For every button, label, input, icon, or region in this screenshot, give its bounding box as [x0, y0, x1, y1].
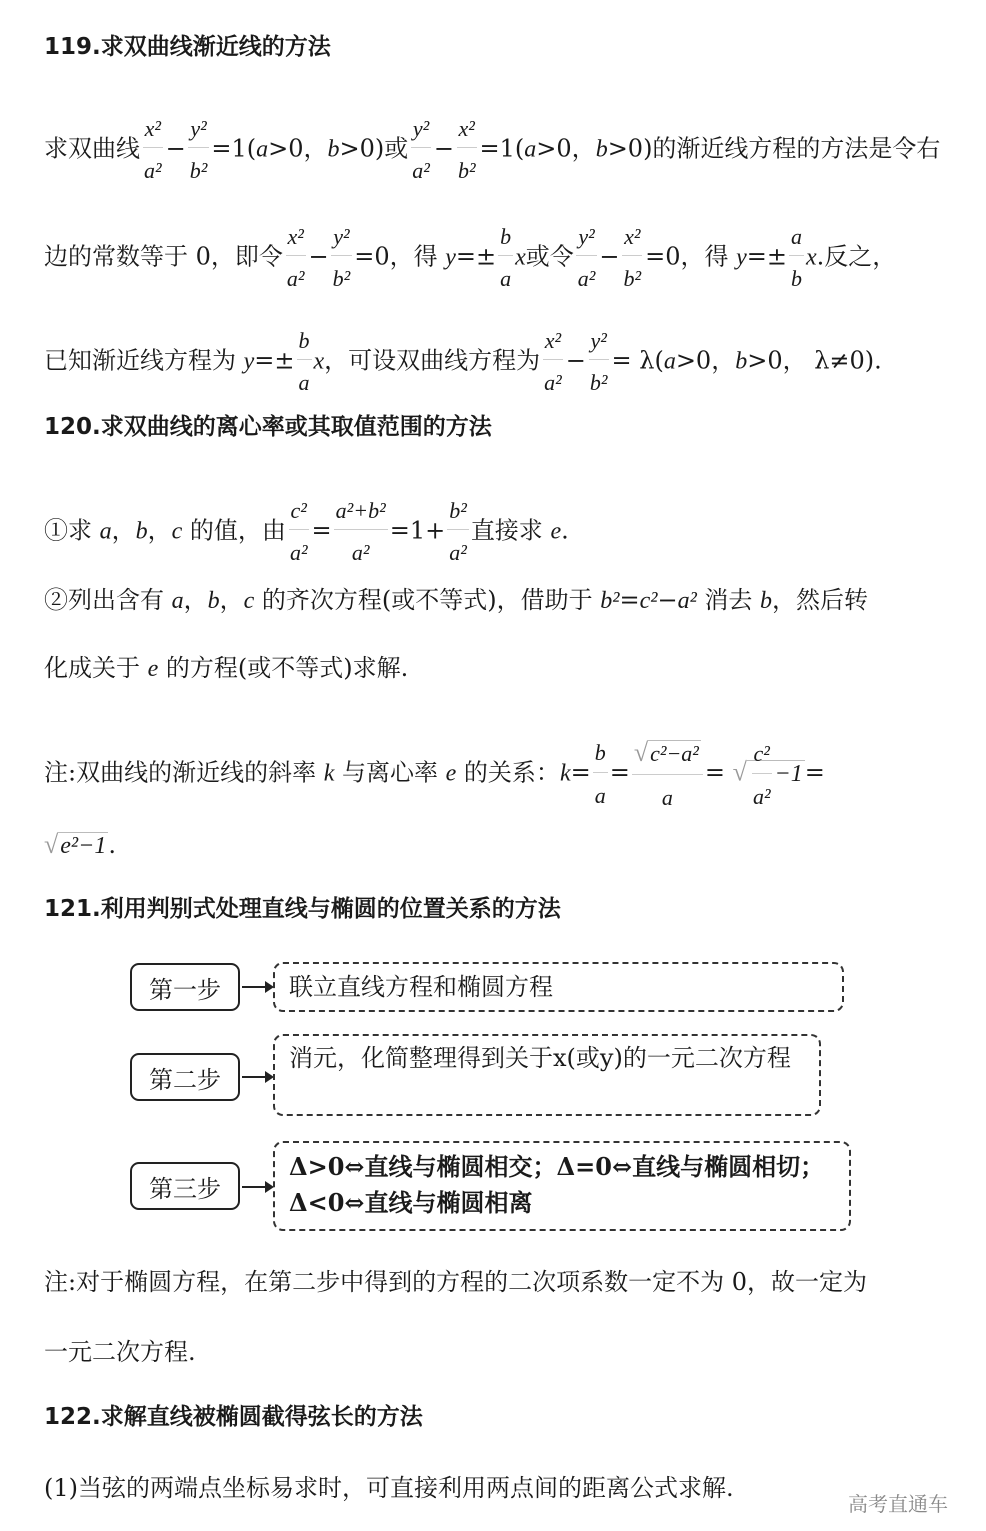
radical-sign-icon: √: [732, 757, 747, 787]
text-run: ，可设双曲线方程为: [324, 346, 541, 375]
fraction: [456, 116, 478, 184]
text-run: =1(: [479, 134, 525, 163]
text-run: ②列出含有: [44, 586, 172, 614]
text-run: a²: [286, 266, 305, 292]
arrow-right-icon: [242, 1186, 272, 1188]
fraction-numerator: [457, 116, 477, 148]
text-run: 化成关于: [44, 654, 148, 682]
watermark: 高考直通车: [848, 1492, 948, 1516]
text-run: >0，: [675, 346, 736, 375]
text-run: ，: [147, 516, 172, 545]
math-variable: b: [735, 348, 748, 375]
fraction-numerator: [498, 224, 513, 256]
fraction-denominator: [188, 148, 210, 183]
math-variable: a: [99, 518, 112, 545]
fraction-denominator: [456, 148, 478, 183]
section-title-121: 121.利用判别式处理直线与椭圆的位置关系的方法: [44, 896, 561, 922]
math-variable: a: [663, 348, 676, 375]
fraction-denominator: [297, 360, 312, 395]
fraction-numerator: [589, 328, 609, 360]
text-run: >0， λ≠0).: [747, 346, 882, 375]
text-run: −: [565, 346, 586, 375]
math-variable: e: [550, 518, 562, 545]
text-run: e²−1: [60, 833, 107, 859]
fraction: [542, 328, 564, 396]
math-variable: b: [327, 136, 340, 163]
fraction-denominator: [142, 148, 164, 183]
text-run: 直接求: [470, 516, 551, 545]
fraction: [285, 224, 307, 292]
fraction-denominator: [789, 256, 804, 291]
fraction-numerator: [447, 498, 469, 530]
text-run: −1: [774, 760, 803, 787]
text-run: ，然后转: [772, 586, 869, 614]
text-run: 的齐次方程(或不等式)，借助于: [254, 586, 601, 614]
text-run: 求双曲线: [44, 134, 140, 163]
fraction-denominator: [285, 256, 307, 291]
text-run: b: [791, 266, 802, 292]
text-run: =: [704, 758, 733, 787]
text-run: =±: [455, 242, 497, 271]
text-run: =±: [746, 242, 787, 271]
fraction: [593, 740, 608, 808]
text-run: =: [619, 586, 640, 614]
text-run: 一元二次方程.: [44, 1338, 196, 1366]
radicand: [747, 741, 805, 809]
text-run: a: [594, 782, 606, 808]
fraction: [498, 224, 513, 292]
text-run: =±: [254, 346, 295, 375]
text-run: b: [298, 328, 310, 353]
fraction-numerator: [297, 328, 312, 360]
text-run: 注:对于椭圆方程，在第二步中得到的方程的二次项系数一定不为 0，故一定为: [44, 1268, 867, 1296]
text-run: ，: [219, 586, 244, 614]
text-run: 的关系：: [456, 758, 560, 787]
text-run: a²: [577, 266, 596, 292]
fraction-denominator: [288, 530, 310, 565]
text-run: a: [661, 784, 673, 810]
paragraph-line: [44, 116, 940, 184]
text-run: =0，得: [645, 242, 737, 271]
fraction: [789, 224, 804, 292]
paragraph-line: [44, 1476, 734, 1500]
text-run: −: [657, 586, 678, 614]
fraction: [142, 116, 164, 184]
text-run: y²: [578, 224, 595, 249]
square-root: [44, 832, 108, 858]
fraction-numerator: [411, 116, 431, 148]
math-variable: k: [559, 760, 571, 787]
text-run: x²: [144, 116, 161, 141]
paragraph-line: [44, 328, 882, 396]
paragraph-line: [44, 656, 408, 681]
math-variable: b: [135, 518, 148, 545]
fraction-numerator: [143, 116, 163, 148]
paragraph-line: [44, 1340, 196, 1364]
paragraph-line: [44, 498, 569, 566]
text-run: >0，: [536, 134, 596, 163]
text-run: x²: [544, 328, 562, 353]
fraction-denominator: [498, 256, 513, 291]
text-run: a²: [449, 540, 467, 566]
text-run: a: [298, 370, 310, 396]
text-run: ，: [111, 516, 136, 545]
radicand: [648, 740, 701, 766]
text-run: 注:双曲线的渐近线的斜率: [44, 758, 324, 787]
fraction-denominator: [350, 530, 372, 565]
fraction: [334, 498, 388, 566]
text-run: c²−a²: [650, 741, 699, 766]
flow-step-content: 消元，化简整理得到关于x(或y)的一元二次方程: [273, 1034, 821, 1116]
math-variable: a²: [677, 588, 697, 614]
text-run: x²: [287, 224, 304, 249]
math-variable: e: [445, 760, 457, 787]
math-variable: a: [171, 588, 184, 614]
text-run: 已知渐近线方程为: [44, 346, 244, 375]
fraction-denominator: [622, 256, 644, 291]
fraction: [331, 224, 353, 292]
fraction-numerator: [331, 224, 351, 256]
text-run: −: [308, 242, 329, 271]
fraction-denominator: [751, 774, 773, 809]
arrow-right-icon: [242, 986, 272, 988]
text-run: =1+: [389, 516, 446, 545]
math-variable: x: [515, 244, 526, 271]
text-run: 边的常数等于 0，即令: [44, 242, 283, 271]
text-run: b²: [332, 266, 351, 292]
text-run: 的方程(或不等式)求解.: [158, 654, 409, 682]
fraction: [297, 328, 312, 396]
text-run: >0，: [268, 134, 328, 163]
math-variable: b: [760, 588, 773, 614]
text-run: y²: [590, 328, 607, 353]
text-run: a²: [144, 158, 162, 184]
fraction-numerator: [576, 224, 596, 256]
fraction: [410, 116, 432, 184]
fraction-numerator: [632, 738, 703, 775]
fraction: [588, 328, 610, 396]
fraction-denominator: [576, 256, 598, 291]
square-root: [634, 738, 701, 768]
text-run: b²: [189, 158, 208, 184]
text-run: a: [791, 224, 802, 249]
text-run: a: [500, 266, 512, 292]
fraction: [447, 498, 469, 566]
fraction-numerator: [334, 498, 388, 530]
text-run: x²: [458, 116, 475, 141]
text-run: 的值，由: [182, 516, 286, 545]
fraction-numerator: [593, 740, 608, 772]
text-run: 消去: [696, 586, 761, 614]
text-run: b²: [623, 266, 642, 292]
text-run: b: [594, 740, 606, 766]
math-variable: x: [313, 348, 325, 375]
flow-step-content: 联立直线方程和椭圆方程: [273, 962, 844, 1012]
text-run: −: [599, 242, 620, 271]
text-run: a²: [289, 540, 308, 566]
fraction-numerator: [789, 224, 804, 256]
paragraph-line: [44, 588, 868, 613]
text-run: >0)的渐近线方程的方法是令右: [607, 134, 941, 163]
text-run: =: [311, 516, 332, 545]
paragraph-line: [44, 832, 116, 858]
paragraph-line: [44, 738, 825, 810]
arrow-right-icon: [242, 1076, 272, 1078]
text-run: y²: [190, 116, 207, 141]
math-variable: a: [524, 136, 537, 163]
fraction-denominator: [660, 775, 675, 810]
math-variable: c: [243, 588, 255, 614]
fraction: [188, 116, 210, 184]
text-run: b²: [589, 370, 608, 396]
fraction-numerator: [289, 498, 309, 530]
text-run: 或令: [525, 242, 574, 271]
math-variable: y: [243, 348, 255, 375]
text-run: ①求: [44, 516, 100, 545]
text-run: y²: [412, 116, 430, 141]
text-run: a²: [351, 540, 370, 566]
fraction-numerator: [286, 224, 306, 256]
text-run: =1(: [211, 134, 257, 163]
text-run: b²: [449, 498, 467, 523]
fraction-numerator: [188, 116, 208, 148]
text-run: a²+b²: [335, 498, 386, 523]
text-run: a²: [752, 783, 771, 809]
math-variable: b²: [600, 588, 620, 614]
text-run: x²: [624, 224, 641, 249]
math-variable: b: [207, 588, 220, 614]
text-run: =: [609, 758, 630, 787]
text-run: c²: [290, 498, 307, 523]
text-run: =: [804, 758, 825, 787]
text-run: a²: [544, 370, 562, 396]
text-run: =: [570, 758, 591, 787]
fraction-denominator: [331, 256, 353, 291]
flow-step-content: Δ>0⇔直线与椭圆相交；Δ=0⇔直线与椭圆相切；Δ<0⇔直线与椭圆相离: [273, 1141, 851, 1231]
fraction: [576, 224, 598, 292]
fraction-denominator: [447, 530, 469, 565]
fraction-denominator: [410, 148, 432, 183]
text-run: .反之，: [816, 242, 897, 271]
square-root: [733, 741, 805, 809]
paragraph-line: [44, 224, 896, 292]
fraction-numerator: [543, 328, 563, 360]
flow-step-label: 第一步: [130, 963, 240, 1011]
text-run: (1)当弦的两端点坐标易求时，可直接利用两点间的距离公式求解.: [44, 1474, 734, 1502]
text-run: = λ(: [611, 346, 664, 375]
math-variable: y: [736, 244, 747, 271]
fraction-numerator: [752, 741, 772, 773]
radical-sign-icon: √: [633, 738, 649, 767]
text-run: −: [433, 134, 454, 163]
text-run: >0)或: [339, 134, 409, 163]
math-variable: a: [256, 136, 269, 163]
fraction: [288, 498, 310, 566]
text-run: ，: [183, 586, 208, 614]
fraction: [622, 224, 644, 292]
text-run: −: [165, 134, 186, 163]
fraction: [751, 741, 773, 809]
fraction-numerator: [622, 224, 642, 256]
math-variable: y: [445, 244, 456, 271]
fraction: [632, 738, 703, 810]
text-run: .: [561, 516, 569, 545]
section-title-119: 119.求双曲线渐近线的方法: [44, 34, 331, 60]
radical-sign-icon: √: [44, 830, 59, 859]
text-run: c²: [753, 741, 770, 767]
text-run: =0，得: [354, 242, 446, 271]
text-run: a²: [412, 158, 430, 184]
math-variable: x: [806, 244, 817, 271]
math-variable: e: [147, 656, 159, 682]
fraction-denominator: [593, 773, 608, 808]
text-run: b: [500, 224, 512, 249]
math-variable: c: [171, 518, 183, 545]
text-run: .: [108, 831, 116, 859]
radicand: [58, 832, 108, 859]
text-run: y²: [333, 224, 350, 249]
text-run: b²: [457, 158, 476, 184]
math-variable: k: [323, 760, 335, 787]
flow-step-label: 第二步: [130, 1053, 240, 1101]
text-run: 与离心率: [334, 758, 446, 787]
math-variable: b: [595, 136, 608, 163]
flow-step-label: 第三步: [130, 1162, 240, 1210]
section-title-120: 120.求双曲线的离心率或其取值范围的方法: [44, 414, 492, 440]
fraction-denominator: [542, 360, 564, 395]
math-variable: c²: [639, 588, 658, 614]
paragraph-line: [44, 1270, 867, 1294]
section-title-122: 122.求解直线被椭圆截得弦长的方法: [44, 1404, 423, 1430]
fraction-denominator: [588, 360, 610, 395]
